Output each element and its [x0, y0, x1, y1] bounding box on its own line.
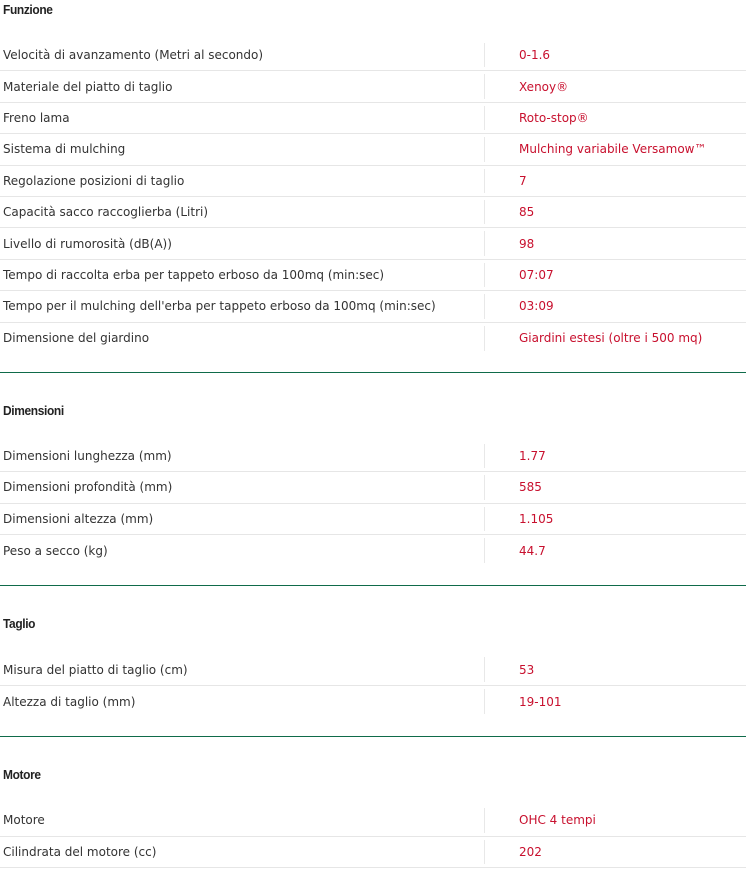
- table-row: [0, 228, 746, 259]
- column-divider: [484, 294, 485, 318]
- row-value: Giardini estesi (oltre i 500 mq): [519, 331, 703, 346]
- table-row: [0, 291, 746, 322]
- table-row: [0, 197, 746, 228]
- row-label: Cilindrata del motore (cc): [3, 844, 157, 859]
- section-title: [0, 0, 746, 40]
- table-row: [0, 103, 746, 134]
- row-value: 1.77: [519, 449, 546, 464]
- row-value: 585: [519, 480, 542, 495]
- section-title-text: Funzione: [3, 2, 53, 17]
- table-row: [0, 686, 746, 717]
- row-value: 98: [519, 236, 535, 251]
- row-value: 1.105: [519, 511, 554, 526]
- row-label: Freno lama: [3, 110, 70, 125]
- table-row: [0, 504, 746, 535]
- section-title-text: Motore: [3, 767, 41, 783]
- row-label: Motore: [3, 813, 45, 828]
- section-taglio: [0, 586, 746, 737]
- table-row: [0, 472, 746, 503]
- row-value: 7: [519, 173, 527, 188]
- row-label: Materiale del piatto di taglio: [3, 79, 173, 94]
- row-value: Mulching variabile Versamow™: [519, 142, 707, 157]
- table-row: [0, 134, 746, 165]
- column-divider: [484, 43, 485, 67]
- table-row: [0, 837, 746, 868]
- row-value: OHC 4 tempi: [519, 813, 596, 828]
- table-row: [0, 166, 746, 197]
- row-value: 202: [519, 844, 542, 859]
- row-value: 53: [519, 662, 535, 677]
- column-divider: [484, 231, 485, 255]
- row-label: Velocità di avanzamento (Metri al secondo): [3, 48, 264, 63]
- column-divider: [484, 840, 485, 864]
- row-label: Misura del piatto di taglio (cm): [3, 662, 188, 677]
- column-divider: [484, 106, 485, 130]
- table-row: [0, 441, 746, 472]
- section-motore: [0, 737, 746, 868]
- row-value: Xenoy®: [519, 79, 569, 94]
- table-row: [0, 654, 746, 685]
- section-title: [0, 373, 746, 441]
- row-label: Tempo di raccolta erba per tappeto erboso da 100mq (min:sec): [3, 267, 385, 282]
- row-value: 85: [519, 205, 535, 220]
- row-label: Tempo per il mulching dell'erba per tappeto erboso da 100mq (min:sec): [3, 299, 436, 314]
- column-divider: [484, 538, 485, 563]
- spec-table: [0, 654, 746, 717]
- section-title: [0, 586, 746, 654]
- row-label: Peso a secco (kg): [3, 543, 108, 558]
- column-divider: [484, 263, 485, 287]
- section-title: [0, 737, 746, 805]
- spec-table: [0, 441, 746, 567]
- row-label: Altezza di taglio (mm): [3, 694, 136, 709]
- row-label: Capacità sacco raccoglierba (Litri): [3, 205, 209, 220]
- row-label: Dimensioni lunghezza (mm): [3, 449, 172, 464]
- row-value: 07:07: [519, 267, 554, 282]
- section-dimensioni: [0, 373, 746, 587]
- row-label: Regolazione posizioni di taglio: [3, 173, 185, 188]
- row-label: Dimensioni altezza (mm): [3, 511, 154, 526]
- row-value: 19-101: [519, 694, 562, 709]
- table-row: [0, 260, 746, 291]
- row-value: 0-1.6: [519, 48, 551, 63]
- table-row: [0, 71, 746, 102]
- table-row: [0, 40, 746, 71]
- table-row: [0, 535, 746, 566]
- section-title-text: Dimensioni: [3, 402, 64, 418]
- section-title-text: Taglio: [3, 616, 36, 632]
- column-divider: [484, 689, 485, 714]
- row-value: Roto-stop®: [519, 110, 589, 125]
- column-divider: [484, 657, 485, 681]
- row-label: Livello di rumorosità (dB(A)): [3, 236, 172, 251]
- column-divider: [484, 200, 485, 224]
- column-divider: [484, 444, 485, 468]
- section-funzione: [0, 0, 746, 373]
- column-divider: [484, 74, 485, 98]
- row-value: 44.7: [519, 543, 546, 558]
- table-row: [0, 805, 746, 836]
- column-divider: [484, 169, 485, 193]
- row-value: 03:09: [519, 299, 554, 314]
- column-divider: [484, 475, 485, 499]
- row-label: Dimensione del giardino: [3, 331, 150, 346]
- column-divider: [484, 507, 485, 531]
- table-row: [0, 323, 746, 354]
- row-label: Dimensioni profondità (mm): [3, 480, 173, 495]
- spec-table: [0, 40, 746, 354]
- column-divider: [484, 326, 485, 351]
- row-label: Sistema di mulching: [3, 142, 126, 157]
- spec-table: [0, 805, 746, 868]
- column-divider: [484, 137, 485, 161]
- column-divider: [484, 808, 485, 832]
